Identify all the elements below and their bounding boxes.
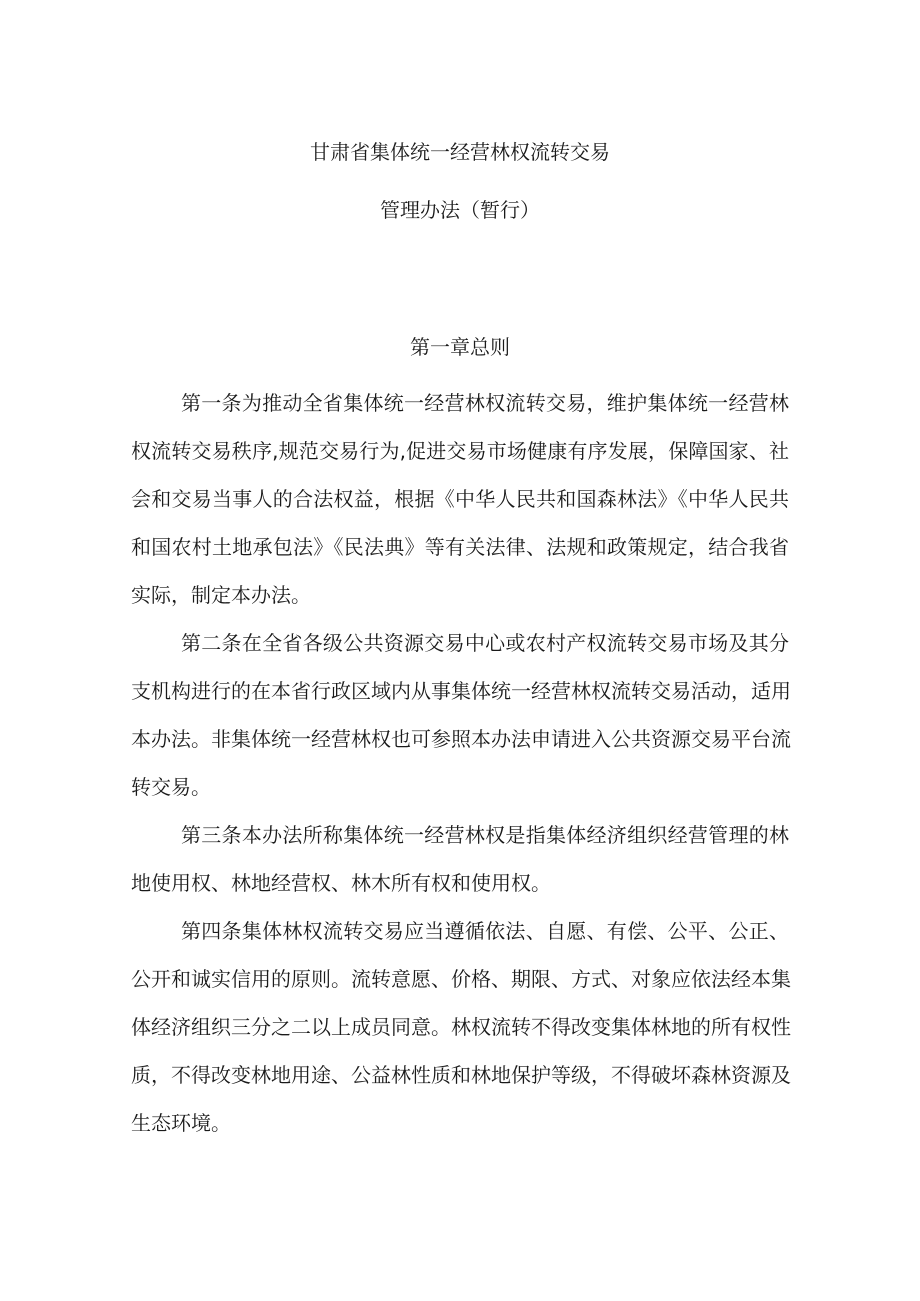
text-line: 第三条本办法所称集体统一经营林权是指集体经济组织经营管理的林: [181, 823, 789, 847]
text-line: 生态环境。: [131, 1111, 231, 1135]
article-4-paragraph: [131, 907, 789, 1147]
text-line: 权流转交易秩序,规范交易行为,促进交易市场健康有序发展，保障国家、社: [131, 439, 789, 463]
text-line: 第二条在全省各级公共资源交易中心或农村产权流转交易市场及其分: [181, 631, 789, 655]
text-line: 和国农村土地承包法》《民法典》等有关法律、法规和政策规定，结合我省: [131, 535, 789, 559]
text-line: 质，不得改变林地用途、公益林性质和林地保护等级，不得破坏森林资源及: [131, 1063, 791, 1087]
text-line: 第一条为推动全省集体统一经营林权流转交易，维护集体统一经营林: [181, 391, 789, 415]
text-line: 本办法。非集体统一经营林权也可参照本办法申请进入公共资源交易平台流: [131, 727, 791, 751]
text-line: 地使用权、林地经营权、林木所有权和使用权。: [131, 871, 551, 895]
article-1-paragraph: [131, 379, 789, 619]
chapter-heading: 第一章总则: [410, 335, 510, 359]
article-3-paragraph: [131, 811, 789, 907]
text-line: 第四条集体林权流转交易应当遵循依法、自愿、有偿、公平、公正、: [181, 919, 789, 943]
document-title-line-1: 甘肃省集体统一经营林权流转交易: [310, 140, 610, 164]
text-line: 实际，制定本办法。: [131, 583, 311, 607]
document-title-line-2: 管理办法（暂行）: [380, 198, 540, 222]
document-body: [131, 379, 789, 1147]
text-line: 会和交易当事人的合法权益，根据《中华人民共和国森林法》《中华人民共: [131, 487, 789, 511]
article-2-paragraph: [131, 619, 789, 811]
text-line: 公开和诚实信用的原则。流转意愿、价格、期限、方式、对象应依法经本集: [131, 967, 791, 991]
text-line: 体经济组织三分之二以上成员同意。林权流转不得改变集体林地的所有权性: [131, 1015, 791, 1039]
text-line: 支机构进行的在本省行政区域内从事集体统一经营林权流转交易活动，适用: [131, 679, 791, 703]
text-line: 转交易。: [131, 775, 211, 799]
